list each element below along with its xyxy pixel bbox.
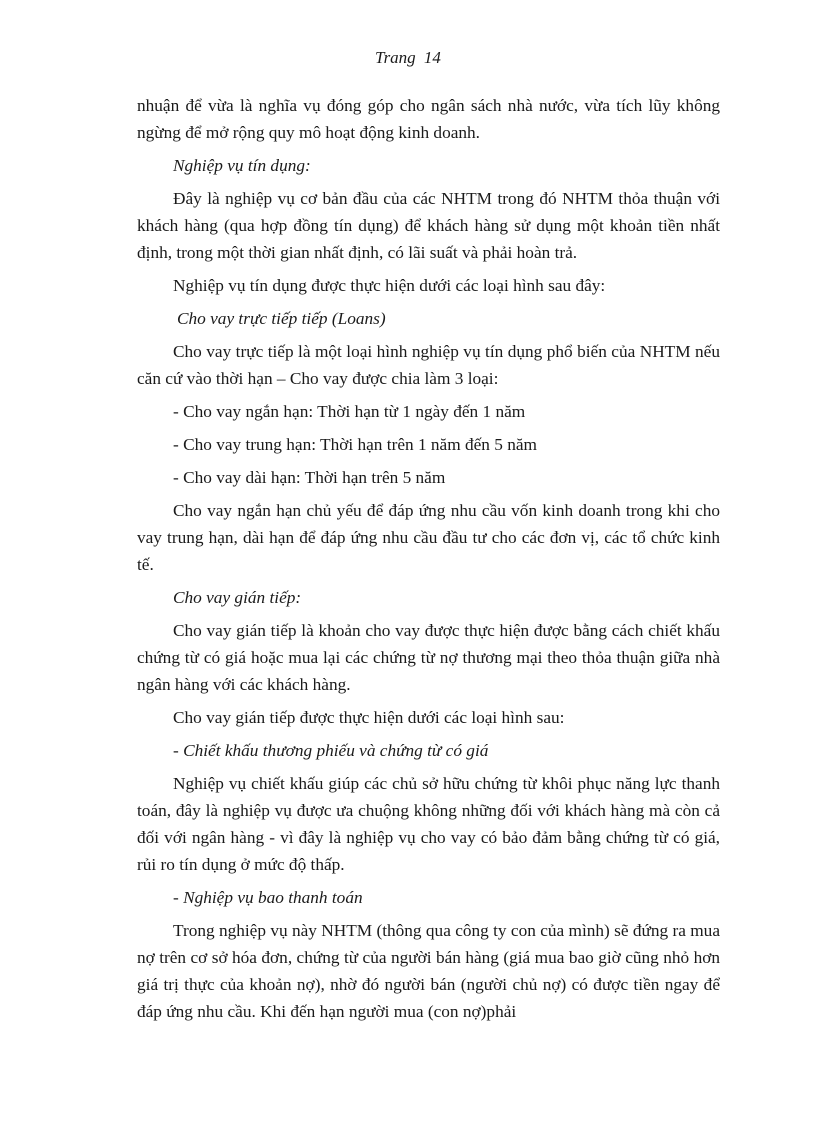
list-item-discounting: - Chiết khấu thương phiếu và chứng từ có giá — [173, 741, 489, 760]
list-item-long-term: - Cho vay dài hạn: Thời hạn trên 5 năm — [173, 468, 446, 487]
page-header: Trang 14 — [375, 48, 441, 67]
paragraph-loan-purpose: Cho vay ngắn hạn chủ yếu để đáp ứng nhu cầu vốn kinh doanh trong khi cho vay trung hạn, dài hạn để đáp ứng nhu cầu đầu tư cho các đơn vị, các tổ chức kinh tế. — [137, 501, 720, 574]
document-body — [137, 92, 720, 1031]
list-item-short-term: - Cho vay ngắn hạn: Thời hạn từ 1 ngày đến 1 năm — [173, 402, 526, 421]
subheading-indirect-loans: Cho vay gián tiếp: — [173, 588, 302, 607]
section-heading-credit: Nghiệp vụ tín dụng: — [173, 156, 311, 175]
paragraph-discounting: Nghiệp vụ chiết khấu giúp các chủ sở hữu chứng từ khôi phục năng lực thanh toán, đây là nghiệp vụ được ưa chuộng không những đối với khách hàng mà còn cả đối với ngân hàng - vì đây là nghiệp vụ cho vay có bảo đảm bằng chứng từ có giá, rủi ro tín dụng ở mức độ thấp. — [137, 774, 720, 874]
list-item-factoring: - Nghiệp vụ bao thanh toán — [173, 888, 363, 907]
paragraph-credit-definition: Đây là nghiệp vụ cơ bản đầu của các NHTM trong đó NHTM thỏa thuận với khách hàng (qua hợp đồng tín dụng) để khách hàng sử dụng một khoản tiền nhất định, trong một thời gian nhất định, có lãi suất và phải hoàn trả. — [137, 189, 720, 262]
paragraph-factoring: Trong nghiệp vụ này NHTM (thông qua công ty con của mình) sẽ đứng ra mua nợ trên cơ sở hóa đơn, chứng từ của người bán hàng (giá mua bao giờ cũng nhỏ hơn giá trị thực của khoản nợ), nhờ đó người bán (người chủ nợ) có được tiền ngay để đáp ứng nhu cầu. Khi đến hạn người mua (con nợ)phải — [137, 921, 720, 1021]
paragraph-direct-loans: Cho vay trực tiếp là một loại hình nghiệp vụ tín dụng phổ biến của NHTM nếu căn cứ vào thời hạn – Cho vay được chia làm 3 loại: — [137, 342, 720, 388]
paragraph-indirect-loans: Cho vay gián tiếp là khoản cho vay được thực hiện được bằng cách chiết khấu chứng từ có giá hoặc mua lại các chứng từ nợ thương mại theo thỏa thuận giữa nhà ngân hàng với các khách hàng. — [137, 621, 720, 694]
paragraph-indirect-types-intro: Cho vay gián tiếp được thực hiện dưới các loại hình sau: — [173, 708, 565, 727]
subheading-direct-loans: Cho vay trực tiếp tiếp (Loans) — [177, 309, 386, 328]
list-item-medium-term: - Cho vay trung hạn: Thời hạn trên 1 năm đến 5 năm — [173, 435, 537, 454]
paragraph-credit-types-intro: Nghiệp vụ tín dụng được thực hiện dưới các loại hình sau đây: — [173, 276, 606, 295]
paragraph-continuation: nhuận để vừa là nghĩa vụ đóng góp cho ngân sách nhà nước, vừa tích lũy không ngừng để mở rộng quy mô hoạt động kinh doanh. — [137, 96, 720, 142]
